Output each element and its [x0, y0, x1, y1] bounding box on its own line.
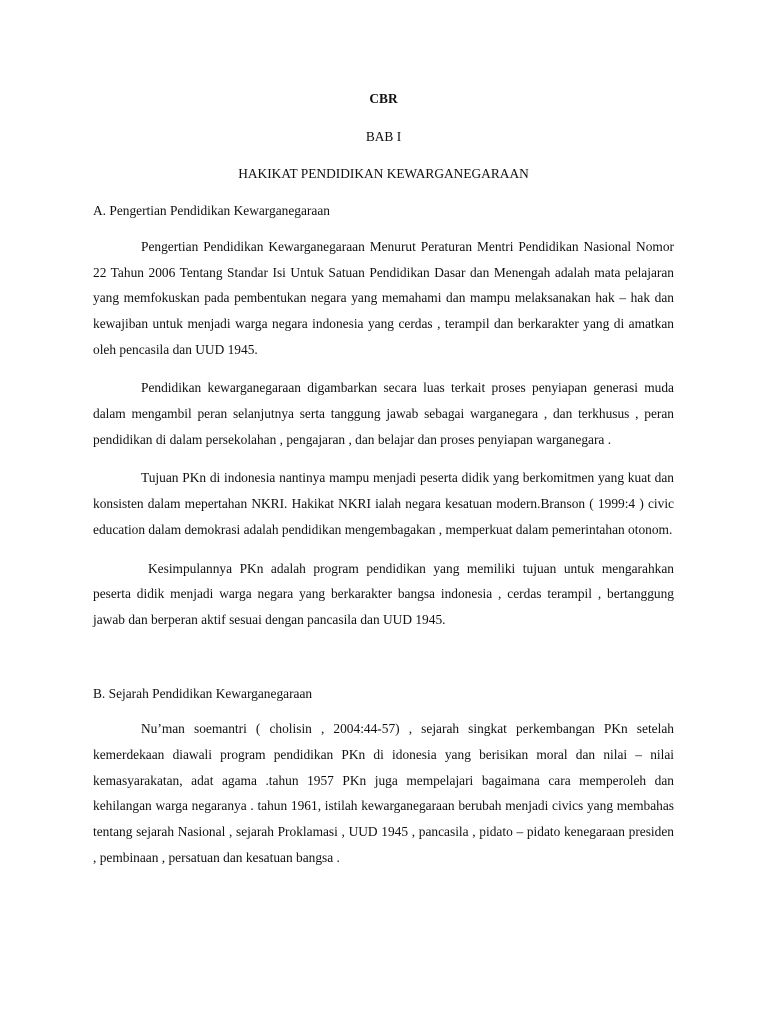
- section-b-paragraph-1: Nu’man soemantri ( cholisin , 2004:44-57) , sejarah singkat perkembangan PKn setelah kemerdekaan diawali program pendidikan PKn di idonesia yang berisikan moral dan nilai – nilai kemasyarakatan, adat agama .tahun 1957 PKn juga mempelajari bagaimana cara memperoleh dan kehilangan warga negaranya . tahun 1961, istilah kewarganegaraan berubah menjadi civics yang membahas tentang sejarah Nasional , sejarah Proklamasi , UUD 1945 , pancasila , pidato – pidato kenegaraan presiden , pembinaan , persatuan dan kesatuan bangsa .: [93, 721, 674, 865]
- section-b-heading: B. Sejarah Pendidikan Kewarganegaraan: [93, 685, 313, 701]
- document-label: CBR: [369, 91, 398, 106]
- section-a-paragraph-4: Kesimpulannya PKn adalah program pendidikan yang memiliki tujuan untuk mengarahkan peserta didik menjadi warga negara yang berkarakter bangsa indonesia , cerdas terampil , bertanggung jawab dan berperan aktif sesuai dengan pancasila dan UUD 1945.: [93, 560, 674, 627]
- section-spacer: [93, 646, 674, 681]
- section-a-paragraph-3: Tujuan PKn di indonesia nantinya mampu menjadi peserta didik yang berkomitmen yang kuat dan konsisten dalam mepertahan NKRI. Hakikat NKRI ialah negara kesatuan modern.Branson ( 1999:4 ) civic education dalam demokrasi adalah pendidikan mengembagakan , memperkuat dalam pemerintahan otonom.: [93, 470, 674, 537]
- chapter-number: BAB I: [365, 128, 402, 144]
- chapter-title: HAKIKAT PENDIDIKAN KEWARGANEGARAAN: [238, 166, 529, 182]
- section-a-paragraph-1: Pengertian Pendidikan Kewarganegaraan Menurut Peraturan Mentri Pendidikan Nasional Nomor 22 Tahun 2006 Tentang Standar Isi Untuk Satuan Pendidikan Dasar dan Menengah adalah mata pelajaran yang memfokuskan pada pembentukan negara yang memahami dan mampu melaksanakan hak – hak dan kewajiban untuk menjadi warga negara indonesia yang cerdas , terampil dan berkarakter yang di amatkan oleh pencasila dan UUD 1945.: [93, 238, 674, 357]
- section-a-paragraph-2: Pendidikan kewarganegaraan digambarkan secara luas terkait proses penyiapan generasi muda dalam mengambil peran selanjutnya serta tanggung jawab sebagai warganegara , dan terkhusus , peran pendidikan di dalam persekolahan , pengajaran , dan belajar dan proses penyiapan warganegara .: [93, 380, 674, 447]
- section-a-heading: A. Pengertian Pendidikan Kewarganegaraan: [93, 203, 330, 219]
